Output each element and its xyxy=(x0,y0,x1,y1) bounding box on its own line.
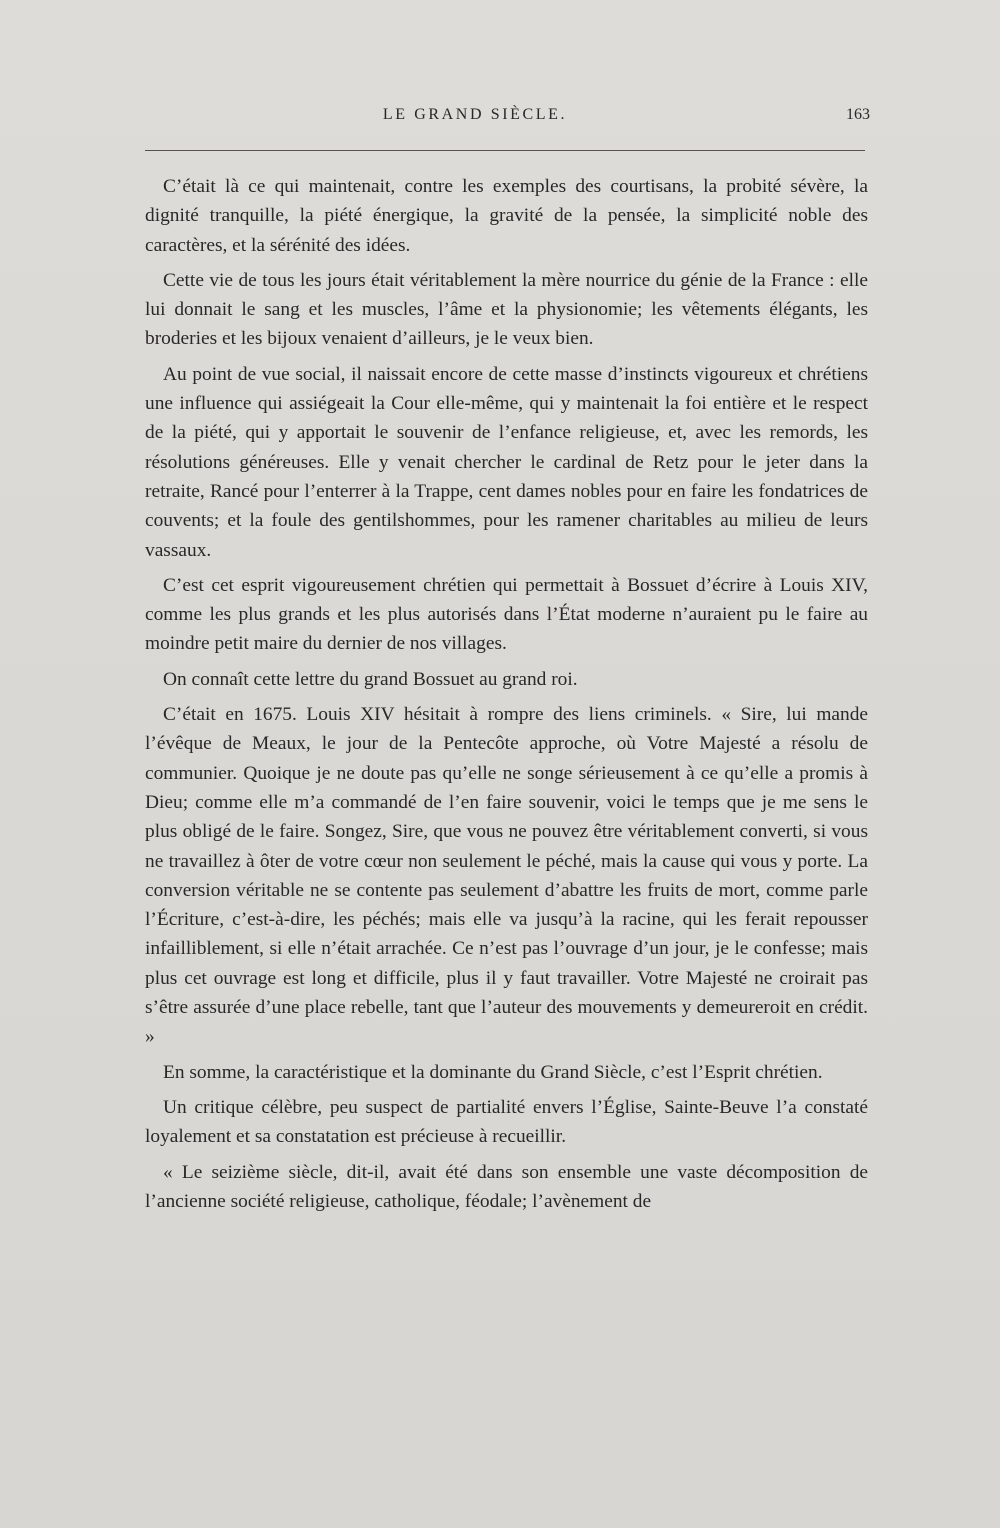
paragraph: « Le seizième siècle, dit-il, avait été dans son ensemble une vaste décomposition de l’ancienne société religieuse, catholique, féodale; l’avènement de xyxy=(145,1161,868,1212)
paragraph: Au point de vue social, il naissait encore de cette masse d’instincts vigoureux et chrétiens une influence qui assiégeait la Cour elle-même, qui y maintenait la foi entière et le respect de la piété, qui y apportait le souvenir de l’enfance religieuse, et, avec les remords, les résolutions généreuses. Elle y venait chercher le cardinal de Retz pour le jeter dans la retraite, Rancé pour l’enterrer à la Trappe, cent dames nobles pour en faire les fondatrices de couvents; et la foule des gentilshommes, pour les ramener charitables au milieu de leurs vassaux. xyxy=(145,363,868,561)
paragraph: C’est cet esprit vigoureusement chrétien qui permettait à Bossuet d’écrire à Louis XIV, comme les plus grands et les plus autorisés dans l’État moderne n’auraient pu le faire au moindre petit maire du dernier de nos villages. xyxy=(145,574,868,655)
page-number: 163 xyxy=(846,106,870,123)
paragraph: On connaît cette lettre du grand Bossuet au grand roi. xyxy=(163,668,578,690)
paragraph: En somme, la caractéristique et la dominante du Grand Siècle, c’est l’Esprit chrétien. xyxy=(163,1061,823,1083)
paragraph: C’était là ce qui maintenait, contre les exemples des courtisans, la probité sévère, la dignité tranquille, la piété énergique, la gravité de la pensée, la simplicité noble des caractères, et la sérénité des idées. xyxy=(145,176,868,256)
header-rule xyxy=(145,150,865,151)
body-text xyxy=(145,172,868,1222)
paragraph: Un critique célèbre, peu suspect de partialité envers l’Église, Sainte-Beuve l’a constaté loyalement et sa constatation est précieuse à recueillir. xyxy=(145,1096,868,1148)
paragraph: Cette vie de tous les jours était véritablement la mère nourrice du génie de la France : elle lui donnait le sang et les muscles, l’âme et la physionomie; les vêtements élégants, les broderies et les bijoux venaient d’ailleurs, je le veux bien. xyxy=(145,269,868,350)
running-title: LE GRAND SIÈCLE. xyxy=(382,106,568,123)
running-head xyxy=(145,100,870,130)
paragraph: C’était en 1675. Louis XIV hésitait à rompre des liens criminels. « Sire, lui mande l’évêque de Meaux, le jour de la Pentecôte approche, où Votre Majesté a résolu de communier. Quoique je ne doute pas qu’elle ne songe sérieusement à ce qu’elle a promis à Dieu; comme elle m’a commandé de l’en faire souvenir, voici le temps que je me sens le plus obligé de le faire. Songez, Sire, que vous ne pouvez être véritablement converti, si vous ne travaillez à ôter de votre cœur non seulement le péché, mais la cause qui vous y porte. La conversion véritable ne se contente pas seulement d’abattre les fruits de mort, comme parle l’Écriture, c’est-à-dire, les péchés; mais elle va jusqu’à la racine, qui les ferait repousser infailliblement, si elle n’était arrachée. Ce n’est pas l’ouvrage d’un jour, je le confesse; mais plus cet ouvrage est long et difficile, plus il y faut travailler. Votre Majesté ne croirait pas s’être assurée d’une place rebelle, tant que l’auteur des mouvements y demeureroit en crédit. » xyxy=(145,704,868,1048)
